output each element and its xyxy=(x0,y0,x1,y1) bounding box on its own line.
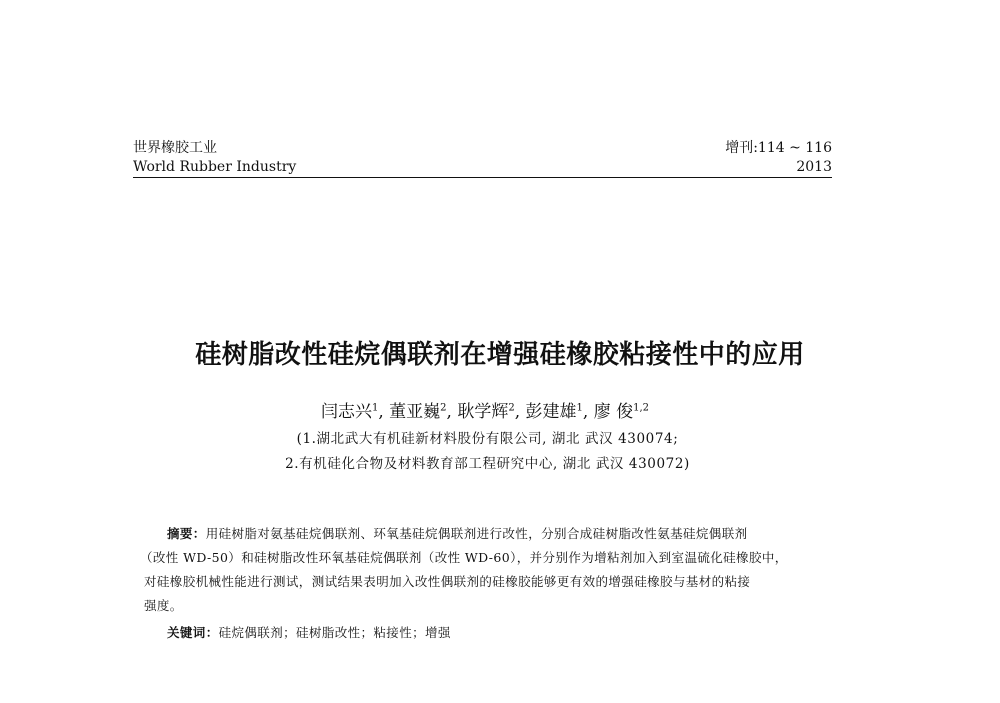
author-affiliation-mark: 1 xyxy=(576,402,583,414)
author-affiliation-mark: 2 xyxy=(508,402,515,414)
keywords-line xyxy=(167,621,451,645)
abstract-line-3: 对硅橡胶机械性能进行测试，测试结果表明加入改性偶联剂的硅橡胶能够更有效的增强硅橡胶与基材的粘接 xyxy=(144,574,751,589)
journal-name-cn: 世界橡胶工业 xyxy=(133,140,217,156)
abstract-text-1: 用硅树脂对氨基硅烷偶联剂、环氧基硅烷偶联剂进行改性，分别合成硅树脂改性氨基硅烷偶联剂 xyxy=(205,526,748,541)
author-name: 闫志兴 xyxy=(320,402,372,422)
author-separator: , xyxy=(582,402,594,422)
abstract-line-1 xyxy=(167,522,748,546)
author-separator: , xyxy=(514,402,526,422)
author-name: 耿学辉 xyxy=(457,402,509,422)
author-affiliation-mark: 1 xyxy=(371,402,379,414)
abstract-line-4: 强度。 xyxy=(144,598,183,613)
journal-name-en: World Rubber Industry xyxy=(133,159,297,175)
keywords-label: 关键词： xyxy=(167,625,219,640)
author-affiliation-mark: 2 xyxy=(440,402,447,414)
paper-title: 硅树脂改性硅烷偶联剂在增强硅橡胶粘接性中的应用 xyxy=(195,340,805,370)
author-name: 廖 俊 xyxy=(593,402,634,422)
author-affiliation-mark: 1,2 xyxy=(633,402,650,414)
issue-year: 2013 xyxy=(796,159,832,175)
issue-pages: 增刊:114 ~ 116 xyxy=(725,140,832,156)
author-name: 董亚巍 xyxy=(389,402,441,422)
affiliation-line-1: (1.湖北武大有机硅新材料股份有限公司, 湖北 武汉 430074; xyxy=(296,431,679,447)
author-name: 彭建雄 xyxy=(525,402,577,422)
author-separator: , xyxy=(446,402,458,422)
author-list xyxy=(0,397,970,422)
keywords-text: 硅烷偶联剂；硅树脂改性；粘接性；增强 xyxy=(218,625,451,640)
abstract-line-2: （改性 WD-50）和硅树脂改性环氧基硅烷偶联剂（改性 WD-60），并分别作为增粘剂加入到室温硫化硅橡胶中， xyxy=(140,550,788,565)
author-separator: , xyxy=(378,402,390,422)
header-rule xyxy=(133,177,832,178)
abstract-label: 摘要： xyxy=(167,526,206,541)
affiliation-line-2: 2.有机硅化合物及材料教育部工程研究中心, 湖北 武汉 430072) xyxy=(285,456,690,472)
